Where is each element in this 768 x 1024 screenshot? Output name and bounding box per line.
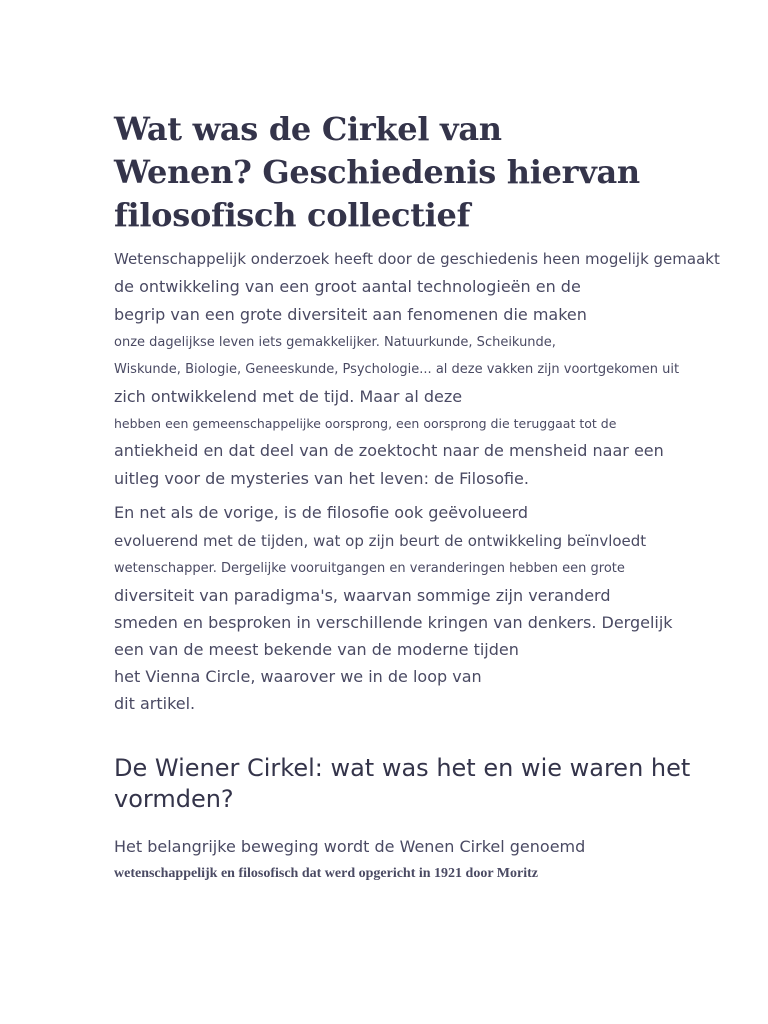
heading-line: De Wiener Cirkel: wat was het en wie waren het xyxy=(114,754,691,782)
title-line: Wenen? Geschiedenis hiervan xyxy=(114,153,640,191)
article-title xyxy=(114,108,734,237)
text-line: wetenschapper. Dergelijke vooruitgangen en veranderingen hebben een grote xyxy=(114,561,625,576)
document-page xyxy=(114,108,734,887)
paragraph-intro xyxy=(114,245,734,493)
text-line: Wetenschappelijk onderzoek heeft door de geschiedenis heen mogelijk gemaakt xyxy=(114,250,720,268)
text-line: Wiskunde, Biologie, Geneeskunde, Psychologie... al deze vakken zijn voortgekomen uit xyxy=(114,362,680,377)
text-line: diversiteit van paradigma's, waarvan sommige zijn veranderd xyxy=(114,586,611,605)
section-heading xyxy=(114,753,734,815)
text-line: zich ontwikkelend met de tijd. Maar al deze xyxy=(114,387,463,406)
text-line: onze dagelijkse leven iets gemakkelijker. Natuurkunde, Scheikunde, xyxy=(114,335,556,350)
text-line: de ontwikkeling van een groot aantal technologieën en de xyxy=(114,277,581,296)
text-line: het Vienna Circle, waarover we in de loop van xyxy=(114,667,482,686)
paragraph-philosophy xyxy=(114,499,734,717)
text-line: uitleg voor de mysteries van het leven: de Filosofie. xyxy=(114,469,529,488)
text-line: Het belangrijke beweging wordt de Wenen Cirkel genoemd xyxy=(114,837,586,856)
text-line: evoluerend met de tijden, wat op zijn beurt de ontwikkeling beïnvloedt xyxy=(114,532,647,550)
title-line: Wat was de Cirkel van xyxy=(114,110,502,148)
text-line: dit artikel. xyxy=(114,694,196,713)
text-line: wetenschappelijk en filosofisch dat werd opgericht in 1921 door Moritz xyxy=(114,866,538,881)
title-line: filosofisch collectief xyxy=(114,196,471,234)
text-line: smeden en besproken in verschillende kringen van denkers. Dergelijk xyxy=(114,613,673,632)
text-line: antiekheid en dat deel van de zoektocht naar de mensheid naar een xyxy=(114,441,664,460)
text-line: een van de meest bekende van de moderne tijden xyxy=(114,640,519,659)
heading-line: vormden? xyxy=(114,785,234,813)
text-line: hebben een gemeenschappelijke oorsprong, een oorsprong die teruggaat tot de xyxy=(114,416,617,431)
text-line: En net als de vorige, is de filosofie ook geëvolueerd xyxy=(114,503,529,522)
text-line: begrip van een grote diversiteit aan fenomenen die maken xyxy=(114,305,587,324)
paragraph-vienna-circle xyxy=(114,833,734,887)
